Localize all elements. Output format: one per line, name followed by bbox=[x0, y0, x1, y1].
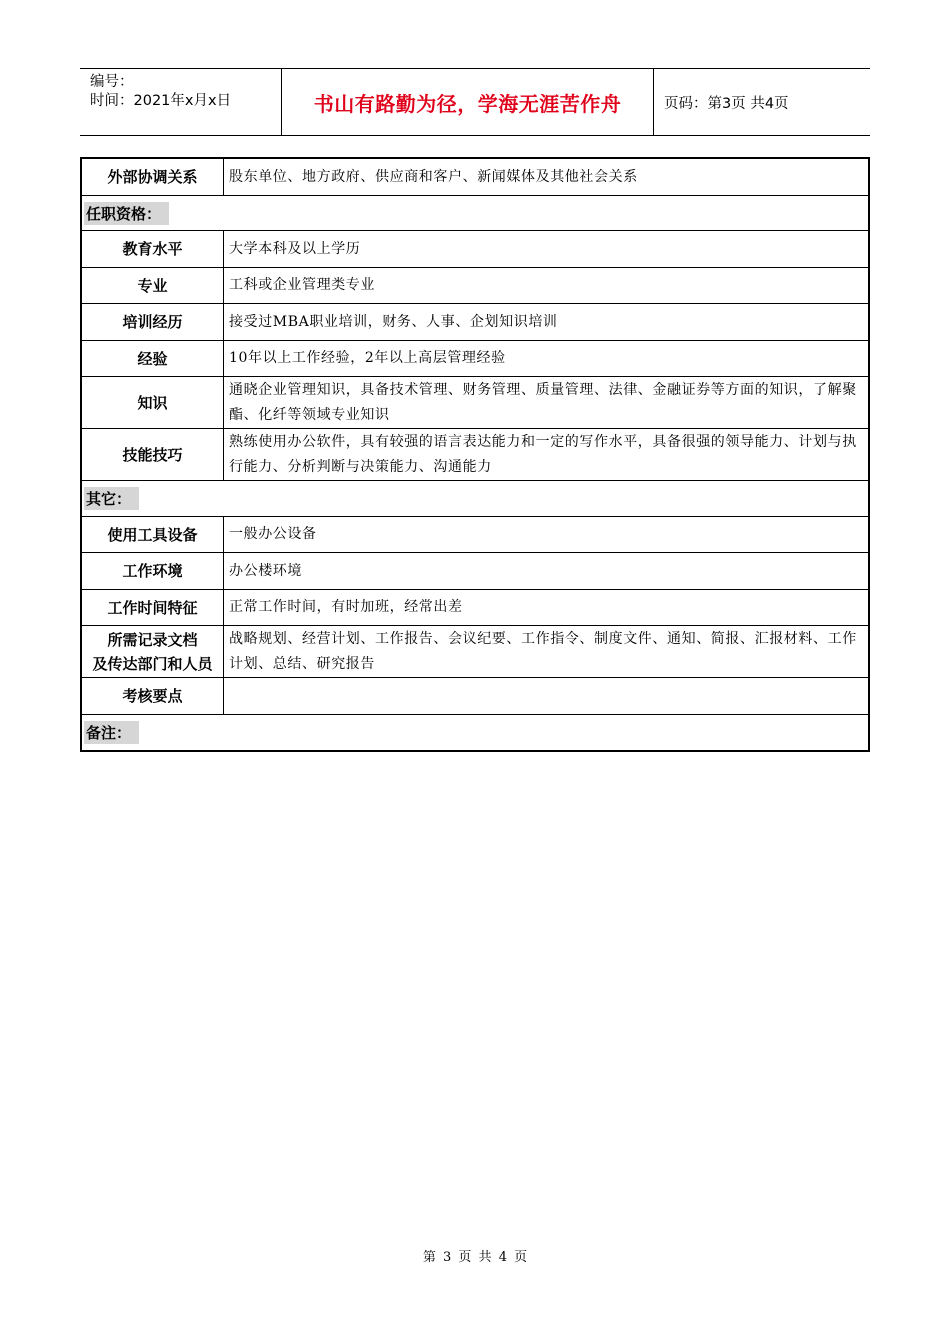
label-education: 教育水平 bbox=[82, 231, 224, 267]
label-environment: 工作环境 bbox=[82, 553, 224, 589]
row-experience bbox=[82, 341, 868, 377]
section-title-remarks: 备注： bbox=[84, 721, 139, 744]
label-documents-line1: 所需记录文档 bbox=[107, 630, 198, 649]
row-knowledge bbox=[82, 377, 868, 429]
time-label: 时间：2021年x月x日 bbox=[90, 93, 232, 109]
row-tools bbox=[82, 517, 868, 553]
label-knowledge: 知识 bbox=[82, 377, 224, 428]
value-major: 工科或企业管理类专业 bbox=[229, 277, 375, 293]
row-major bbox=[82, 268, 868, 304]
section-title-other: 其它： bbox=[84, 487, 139, 510]
label-training: 培训经历 bbox=[82, 304, 224, 340]
row-documents bbox=[82, 626, 868, 678]
row-training bbox=[82, 304, 868, 341]
label-assessment: 考核要点 bbox=[82, 678, 224, 714]
value-skills: 熟练使用办公软件，具有较强的语言表达能力和一定的写作水平，具备很强的领导能力、计划与执行能力、分析判断与决策能力、沟通能力 bbox=[229, 433, 857, 475]
page-header bbox=[80, 68, 870, 136]
value-knowledge: 通晓企业管理知识，具备技术管理、财务管理、质量管理、法律、金融证券等方面的知识，了解聚酯、化纤等领域专业知识 bbox=[229, 381, 857, 423]
motto: 书山有路勤为径，学海无涯苦作舟 bbox=[282, 69, 654, 135]
value-tools: 一般办公设备 bbox=[229, 526, 317, 542]
job-profile-table bbox=[80, 157, 870, 752]
row-education bbox=[82, 231, 868, 268]
label-tools: 使用工具设备 bbox=[82, 517, 224, 552]
value-education: 大学本科及以上学历 bbox=[229, 240, 361, 257]
value-worktime: 正常工作时间，有时加班，经常出差 bbox=[229, 599, 463, 615]
label-worktime: 工作时间特征 bbox=[82, 590, 224, 625]
page-footer: 第 3 页 共 4 页 bbox=[422, 1250, 528, 1265]
value-documents: 战略规划、经营计划、工作报告、会议纪要、工作指令、制度文件、通知、简报、汇报材料、工作计划、总结、研究报告 bbox=[229, 630, 857, 672]
label-skills: 技能技巧 bbox=[82, 429, 224, 480]
code-label: 编号： bbox=[90, 74, 134, 90]
section-remarks bbox=[82, 715, 868, 750]
value-environment: 办公楼环境 bbox=[229, 562, 302, 579]
section-other bbox=[82, 481, 868, 517]
value-external-coordination: 股东单位、地方政府、供应商和客户、新闻媒体及其他社会关系 bbox=[229, 168, 638, 185]
label-external-coordination: 外部协调关系 bbox=[82, 159, 224, 195]
value-experience: 10年以上工作经验，2年以上高层管理经验 bbox=[229, 350, 506, 366]
section-title-qualifications: 任职资格： bbox=[84, 202, 169, 225]
label-experience: 经验 bbox=[82, 341, 224, 376]
label-documents-line2: 及传达部门和人员 bbox=[92, 654, 213, 673]
row-skills bbox=[82, 429, 868, 481]
row-external-coordination bbox=[82, 159, 868, 196]
section-qualifications bbox=[82, 196, 868, 231]
value-assessment bbox=[224, 678, 868, 714]
row-assessment bbox=[82, 678, 868, 715]
row-worktime bbox=[82, 590, 868, 626]
row-environment bbox=[82, 553, 868, 590]
label-documents bbox=[82, 626, 224, 677]
header-meta bbox=[80, 69, 282, 135]
page-info: 页码：第3页 共4页 bbox=[664, 95, 789, 112]
label-major: 专业 bbox=[82, 268, 224, 303]
value-training: 接受过MBA职业培训，财务、人事、企划知识培训 bbox=[229, 313, 558, 330]
